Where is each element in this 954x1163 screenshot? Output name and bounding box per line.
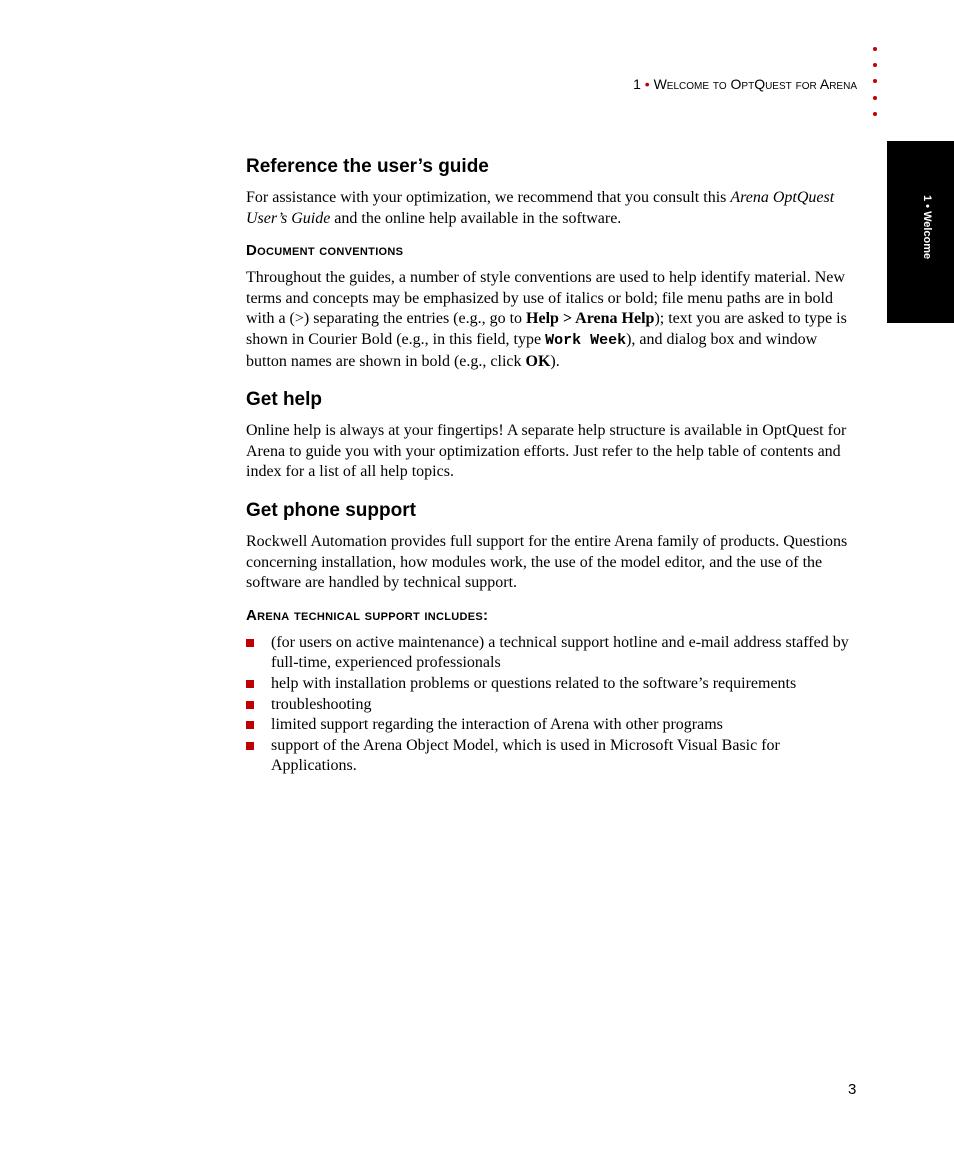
phone-support-paragraph: Rockwell Automation provides full support for the entire Arena family of products. Questions concerning installation, how modules work, the use of the model editor, and the use of the software are handled by technical support. — [246, 532, 848, 592]
page-number: 3 — [848, 1081, 857, 1098]
reference-text-start: For assistance with your optimization, we recommend that you consult this — [246, 189, 731, 206]
decorative-dots — [873, 47, 881, 128]
list-item — [246, 674, 858, 695]
technical-support-list — [246, 633, 858, 777]
dot — [873, 112, 877, 116]
chapter-title: Welcome to OptQuest for Arena — [653, 76, 857, 92]
list-item-text: limited support regarding the interaction of Arena with other programs — [271, 716, 723, 734]
square-bullet-icon — [246, 639, 254, 647]
reference-text-end: and the online help available in the software. — [330, 209, 622, 227]
square-bullet-icon — [246, 680, 254, 688]
section-heading-phone-support: Get phone support — [246, 499, 416, 521]
menu-path-example: Help > Arena Help — [526, 310, 655, 328]
dot — [873, 96, 877, 100]
square-bullet-icon — [246, 701, 254, 709]
square-bullet-icon — [246, 721, 254, 729]
side-tab-label: 1 • Welcome — [921, 195, 933, 260]
list-item — [246, 715, 858, 736]
chapter-number: 1 — [633, 76, 641, 92]
subheading-document-conventions: Document conventions — [246, 242, 404, 260]
guide-title: Arena OptQuest User’s Guide — [246, 189, 835, 227]
list-item — [246, 633, 858, 674]
list-item — [246, 695, 858, 716]
typed-text-example: Work Week — [545, 331, 627, 349]
list-item-text: support of the Arena Object Model, which is used in Microsoft Visual Basic for Applications. — [271, 736, 780, 775]
conventions-text-2: ); text you are asked to type is shown in Courier Bold (e.g., in this field, type — [246, 310, 847, 348]
list-item — [246, 736, 858, 777]
header-separator: • — [644, 76, 650, 92]
conventions-text-1: Throughout the guides, a number of style conventions are used to help identify material. New terms and concepts may be emphasized by use of italics or bold; file menu paths are in bold with a (>) separating the entries (e.g., go to — [246, 269, 845, 328]
chapter-side-tab — [887, 141, 954, 323]
dot — [873, 79, 877, 83]
dot — [873, 47, 877, 51]
page-content — [246, 154, 858, 777]
square-bullet-icon — [246, 742, 254, 750]
dot — [873, 63, 877, 67]
section-heading-get-help: Get help — [246, 389, 323, 411]
subheading-technical-support: Arena technical support includes: — [246, 606, 489, 624]
button-name-example: OK — [525, 352, 551, 370]
list-item-text: (for users on active maintenance) a technical support hotline and e-mail address staffed by full-time, experienced professionals — [271, 633, 849, 672]
reference-paragraph — [246, 188, 858, 229]
running-header — [633, 76, 857, 92]
conventions-paragraph — [246, 268, 858, 372]
conventions-text-3: ), and dialog box and window button names are shown in bold (e.g., click — [246, 330, 818, 370]
get-help-paragraph: Online help is always at your fingertips! A separate help structure is available in OptQuest for Arena to guide you with your optimization efforts. Just refer to the help table of contents and index for a list of all help topics. — [246, 422, 847, 481]
list-item-text: troubleshooting — [271, 695, 372, 713]
section-heading-reference: Reference the user’s guide — [246, 156, 489, 177]
list-item-text: help with installation problems or questions related to the software’s requirements — [271, 674, 797, 692]
conventions-text-4: ). — [550, 352, 560, 370]
